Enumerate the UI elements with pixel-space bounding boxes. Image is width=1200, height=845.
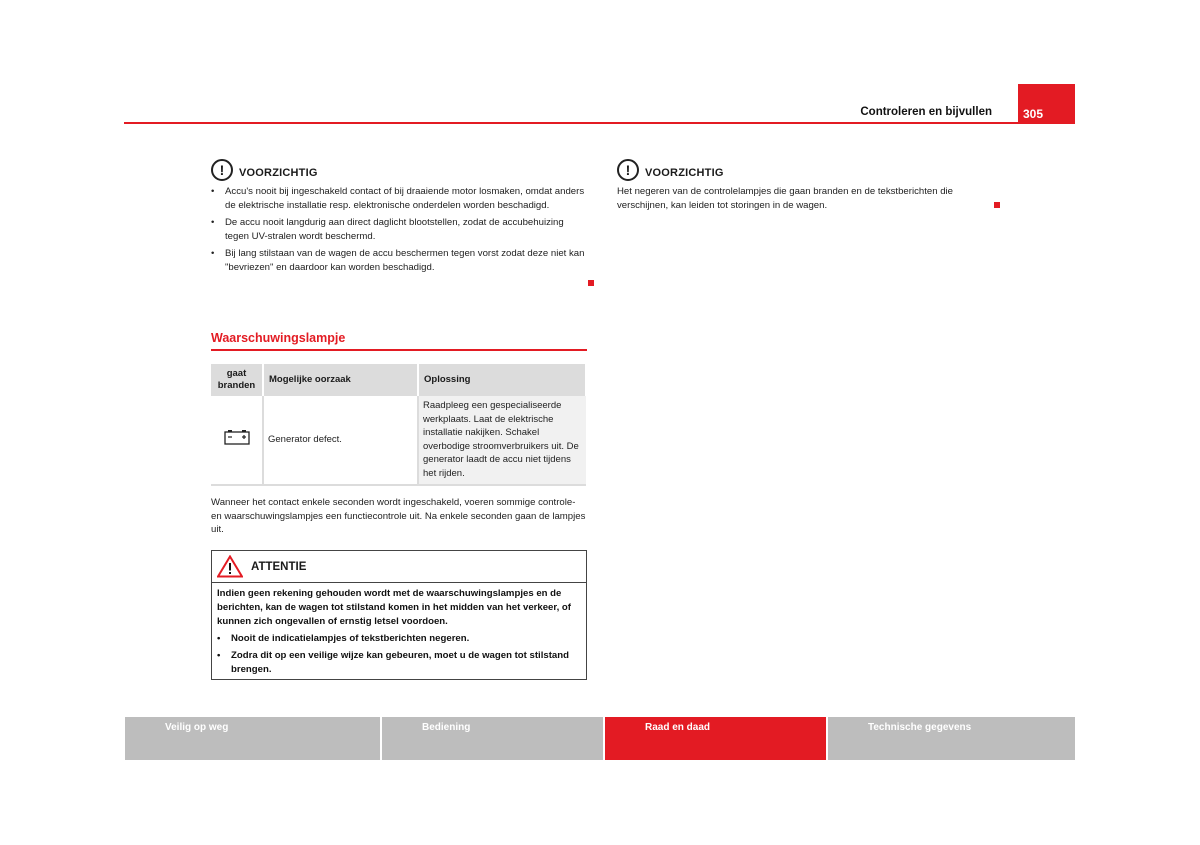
- running-header-title: Controleren en bijvullen: [860, 106, 992, 118]
- exclamation-circle-icon: !: [617, 159, 639, 181]
- right-caution-heading: [617, 159, 724, 181]
- lamp-cell: [211, 396, 263, 485]
- caution-bullet: • Accu's nooit bij ingeschakeld contact of bij draaiende motor losmaken, omdat anders de elektrische installatie resp. elektronische onderdelen worden beschadigd.: [211, 186, 585, 211]
- battery-icon: [224, 429, 250, 445]
- column-header: Oplossing: [418, 364, 586, 396]
- attention-bullet: • Nooit de indicatielampjes of tekstberichten negeren.: [217, 633, 470, 644]
- footer-tab-raad-en-daad[interactable]: Raad en daad: [605, 717, 826, 760]
- attention-intro: Indien geen rekening gehouden wordt met de waarschuwingslampjes en de berichten, kan de wagen tot stilstand komen in het midden van het verkeer, of kunnen zich ongevallen of ernstig letsel voordoen.: [217, 588, 571, 627]
- page-number: 305: [1018, 84, 1075, 124]
- warning-triangle-icon: [217, 555, 243, 578]
- left-caution-text: [211, 185, 585, 274]
- solution-cell: Raadpleeg een gespecialiseerde werkplaats. Laat de elektrische installatie nakijken. Schakel overbodige stroomverbruikers uit. De generator laadt de accu niet tijdens het rijden.: [418, 396, 586, 485]
- header-rule: [124, 122, 1018, 124]
- column-header: Mogelijke oorzaak: [263, 364, 418, 396]
- footer-tab-veilig-op-weg[interactable]: Veilig op weg: [125, 717, 380, 760]
- body-paragraph: Wanneer het contact enkele seconden wordt ingeschakeld, voeren sommige controle- en waarschuwingslampjes een functiecontrole uit. Na enkele seconden gaan de lampjes uit.: [211, 497, 586, 535]
- section-title: Waarschuwingslampje: [211, 331, 346, 345]
- attention-label: ATTENTIE: [251, 560, 307, 573]
- attention-body: [212, 583, 586, 681]
- caution-bullet: • Bij lang stilstaan van de wagen de accu beschermen tegen vorst zodat deze niet kan "bevriezen" en daardoor kan worden beschadigd.: [211, 248, 585, 273]
- caution-label: VOORZICHTIG: [645, 167, 724, 179]
- attention-bullet: • Zodra dit op een veilige wijze kan gebeuren, moet u de wagen tot stilstand brengen.: [217, 650, 569, 675]
- footer-tab-bediening[interactable]: Bediening: [382, 717, 603, 760]
- attention-heading: [212, 551, 586, 583]
- table-header-row: [211, 364, 586, 396]
- caution-bullet: • De accu nooit langdurig aan direct daglicht blootstellen, zodat de accubehuizing tegen UV-stralen wordt beschermd.: [211, 217, 564, 242]
- table-row: [211, 396, 586, 485]
- end-marker: [994, 202, 1000, 208]
- attention-box: [211, 550, 587, 680]
- section-rule: [211, 349, 587, 351]
- caution-label: VOORZICHTIG: [239, 167, 318, 179]
- column-header: gaat branden: [211, 364, 263, 396]
- end-marker: [588, 280, 594, 286]
- left-caution-heading: [211, 159, 318, 181]
- exclamation-circle-icon: !: [211, 159, 233, 181]
- cause-cell: Generator defect.: [263, 396, 418, 485]
- footer-tab-technische-gegevens[interactable]: Technische gegevens: [828, 717, 1075, 760]
- warning-light-table: [211, 364, 587, 486]
- right-caution-text: Het negeren van de controlelampjes die gaan branden en de tekstberichten die verschijnen, kan leiden tot storingen in de wagen.: [617, 186, 954, 211]
